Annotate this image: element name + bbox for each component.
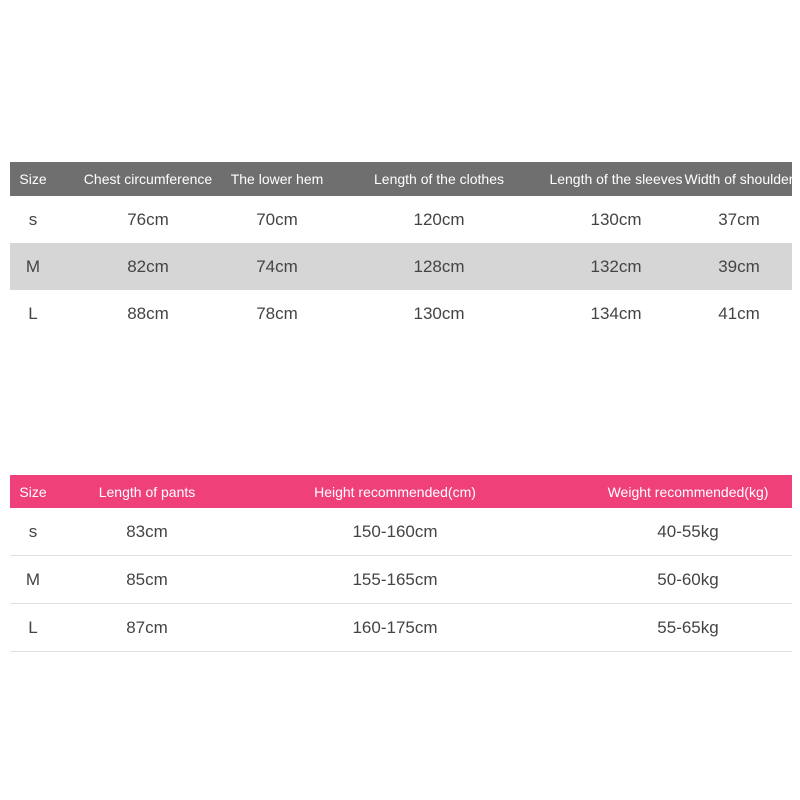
header-size: Size: [19, 171, 47, 187]
header-pants-length: Length of pants: [98, 483, 196, 500]
header-weight-recommended: Weight recommended(kg): [607, 483, 769, 500]
height-cell: 150-160cm: [352, 521, 438, 541]
sleeve-length-cell: 132cm: [590, 256, 642, 276]
chest-cell: 82cm: [127, 256, 169, 276]
sleeve-length-cell: 134cm: [590, 303, 642, 323]
pants-length-cell: 85cm: [126, 569, 168, 589]
chest-cell: 76cm: [127, 209, 169, 229]
header-clothes-length: Length of the clothes: [374, 171, 504, 187]
weight-cell: 50-60kg: [657, 569, 719, 589]
size-cell: L: [28, 303, 38, 323]
size-cell: s: [28, 521, 38, 541]
shoulder-width-cell: 39cm: [718, 256, 760, 276]
pants-size-header-row: [10, 475, 792, 508]
clothes-length-cell: 120cm: [413, 209, 465, 229]
clothes-size-header-row: [10, 162, 792, 196]
table-row: [10, 196, 792, 243]
clothes-length-cell: 130cm: [413, 303, 465, 323]
chest-cell: 88cm: [127, 303, 169, 323]
hem-cell: 70cm: [256, 209, 298, 229]
weight-cell: 55-65kg: [657, 617, 719, 637]
header-sleeve-length: Length of the sleeves: [549, 171, 683, 187]
clothes-size-table: [10, 162, 792, 337]
pants-size-table: [10, 475, 792, 652]
table-row: [10, 290, 792, 337]
sleeve-length-cell: 130cm: [590, 209, 642, 229]
height-cell: 160-175cm: [352, 617, 438, 637]
size-cell: L: [28, 617, 38, 637]
shoulder-width-cell: 37cm: [718, 209, 760, 229]
size-cell: s: [28, 209, 38, 229]
size-cell: M: [25, 256, 41, 276]
table-row: [10, 556, 792, 604]
table-row: [10, 243, 792, 290]
clothes-length-cell: 128cm: [413, 256, 465, 276]
height-cell: 155-165cm: [352, 569, 438, 589]
header-size: Size: [19, 483, 47, 500]
pants-length-cell: 83cm: [126, 521, 168, 541]
hem-cell: 74cm: [256, 256, 298, 276]
weight-cell: 40-55kg: [657, 521, 719, 541]
header-lower-hem: The lower hem: [230, 171, 324, 187]
size-cell: M: [25, 569, 41, 589]
table-row: [10, 604, 792, 652]
header-chest-circumference: Chest circumference: [83, 171, 213, 187]
pants-length-cell: 87cm: [126, 617, 168, 637]
header-shoulder-width: Width of shoulder: [684, 171, 794, 187]
table-row: [10, 508, 792, 556]
hem-cell: 78cm: [256, 303, 298, 323]
shoulder-width-cell: 41cm: [718, 303, 760, 323]
header-height-recommended: Height recommended(cm): [314, 483, 476, 500]
